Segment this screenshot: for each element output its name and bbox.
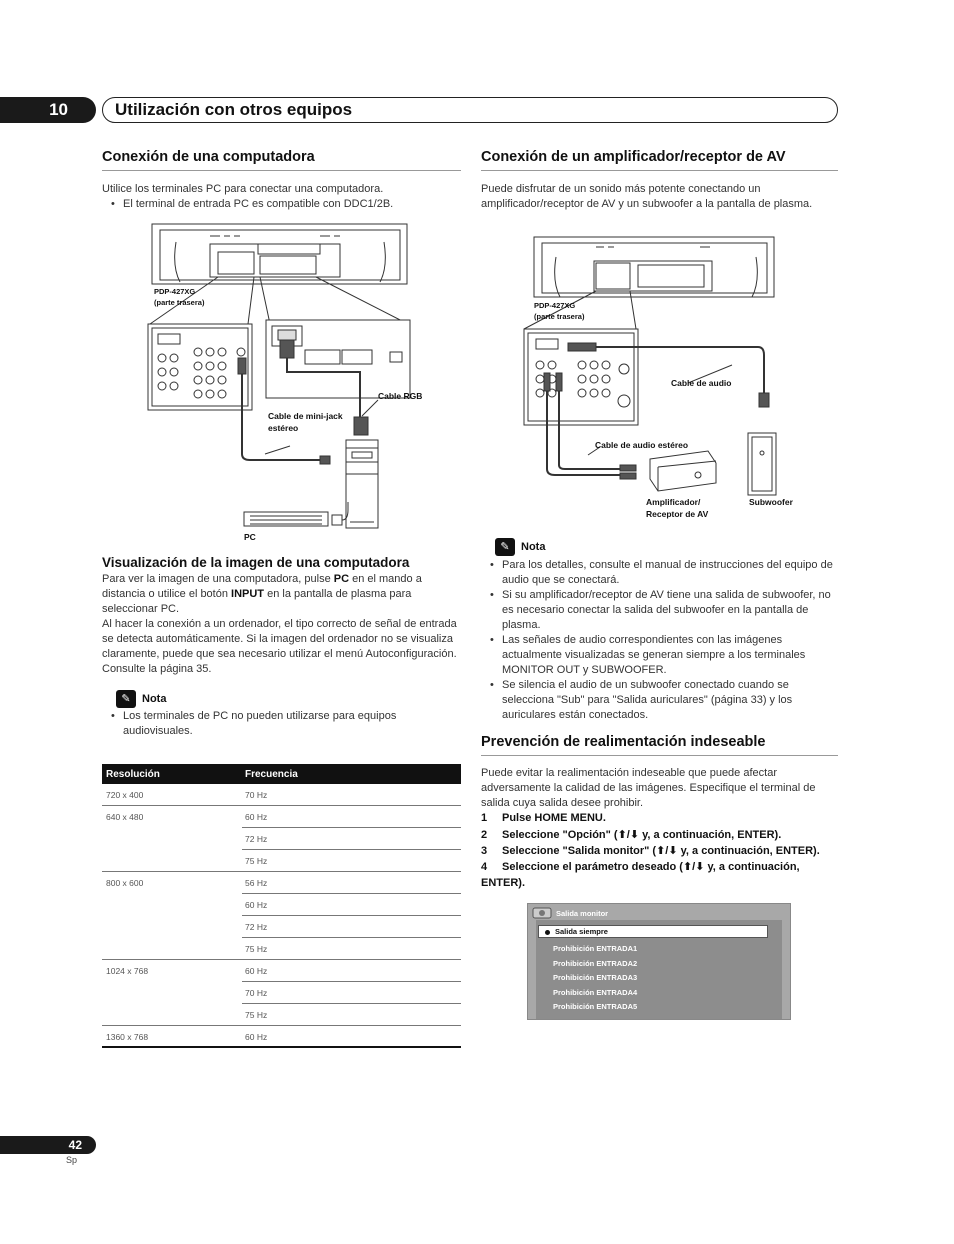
subheading-pc-image: Visualización de la imagen de una computadora xyxy=(102,555,410,570)
chapter-title: Utilización con otros equipos xyxy=(115,100,353,119)
intro-text: Utilice los terminales PC para conectar una computadora. xyxy=(102,183,384,195)
pc-connection-diagram xyxy=(140,222,423,534)
table-row: 1360 x 768 60 Hz xyxy=(102,1026,461,1048)
list-item: • Las señales de audio correspondientes con las imágenes actualmente visualizadas se generan siempre a los terminales MONITOR OUT y SUBWOOFER. xyxy=(481,633,838,678)
list-item: • El terminal de entrada PC es compatible con DDC1/2B. xyxy=(102,197,461,212)
table-row: 75 Hz xyxy=(102,1004,461,1026)
page-number: 42 xyxy=(0,1136,96,1154)
section-heading-feedback: Prevención de realimentación indeseable xyxy=(481,734,766,750)
table-row: 720 x 400 70 Hz xyxy=(102,784,461,806)
note-list xyxy=(102,709,442,739)
page-language: Sp xyxy=(66,1155,78,1165)
divider xyxy=(481,755,838,756)
list-item: • Si su amplificador/receptor de AV tiene una salida de subwoofer, no es necesario conectar la salida del subwoofer en la pantalla de plasma. xyxy=(481,588,838,633)
diagram-label-amp-2: Receptor de AV xyxy=(646,509,709,519)
table-row: 640 x 480 60 Hz xyxy=(102,806,461,828)
diagram-label-model-sub: (parte trasera) xyxy=(534,312,585,321)
table-row: 75 Hz xyxy=(102,938,461,960)
osd-selected-item[interactable]: Salida siempre xyxy=(538,925,768,938)
table-row: 72 Hz xyxy=(102,828,461,850)
paragraph-autoconfig: Al hacer la conexión a un ordenador, el tipo correcto de señal de entrada se detecta automáticamente. Si la imagen del ordenador no se visualiza claramente, puede que sea necesario utilizar el menú Autoconfiguración. Consulte la página 35. xyxy=(102,618,457,675)
osd-list xyxy=(536,920,782,1019)
diagram-label-rgb-cable: Cable RGB xyxy=(378,391,423,401)
note-header xyxy=(495,537,545,557)
pencil-icon: ✎ xyxy=(495,538,515,556)
diagram-label-model-sub: (parte trasera) xyxy=(154,298,205,307)
osd-item[interactable]: Prohibición ENTRADA1 xyxy=(553,944,638,953)
intro-text-amp: Puede disfrutar de un sonido más potente conectando un amplificador/receptor de AV y un subwoofer a la pantalla de plasma. xyxy=(481,183,813,210)
table-row: 1024 x 768 60 Hz xyxy=(102,960,461,982)
section-heading-amp: Conexión de un amplificador/receptor de AV xyxy=(481,149,786,165)
diagram-label-stereo-cable: Cable de audio estéreo xyxy=(595,440,689,450)
table-row: 75 Hz xyxy=(102,850,461,872)
note-header xyxy=(116,689,166,709)
note-label: Nota xyxy=(521,541,546,553)
osd-title: Salida monitor xyxy=(556,909,609,918)
diagram-label-model: PDP-427XG xyxy=(534,301,576,310)
table-header xyxy=(102,764,461,784)
list-item: • Los terminales de PC no pueden utilizarse para equipos audiovisuales. xyxy=(102,709,442,739)
column-header-resolution: Resolución xyxy=(106,768,160,780)
divider xyxy=(481,170,838,171)
osd-item[interactable]: Prohibición ENTRADA5 xyxy=(553,1002,638,1011)
chapter-title-bar xyxy=(102,97,838,123)
column-header-frequency: Frecuencia xyxy=(245,768,298,780)
step-4: 4 Seleccione el parámetro deseado (⬆/⬇ y, a continuación, xyxy=(481,861,800,873)
diagram-label-amp-1: Amplificador/ xyxy=(646,497,701,507)
diagram-label-audio-cable: Cable de audio xyxy=(671,378,732,388)
section-heading-pc: Conexión de una computadora xyxy=(102,149,315,165)
osd-item[interactable]: Prohibición ENTRADA2 xyxy=(553,959,638,968)
step-3: 3 Seleccione "Salida monitor" (⬆/⬇ y, a continuación, ENTER). xyxy=(481,845,820,857)
pencil-icon: ✎ xyxy=(116,690,136,708)
osd-menu-salida-monitor xyxy=(527,903,791,1020)
list-item: • Para los detalles, consulte el manual de instrucciones del equipo de audio que se conectará. xyxy=(481,558,838,588)
diagram-label-model: PDP-427XG xyxy=(154,287,196,296)
menu-tab-icon xyxy=(532,906,552,919)
step-4-continued: ENTER). xyxy=(481,877,525,889)
step-1: 1 Pulse HOME MENU. xyxy=(481,812,606,824)
diagram-label-minijack-2: estéreo xyxy=(268,423,299,433)
list-item: • Se silencia el audio de un subwoofer conectado cuando se selecciona "Sub" para "Salida auriculares" (página 33) y los auriculares están conectados. xyxy=(481,678,838,723)
resolution-table xyxy=(102,764,461,1048)
bullet-list xyxy=(102,197,461,212)
diagram-label-subwoofer: Subwoofer xyxy=(749,497,793,507)
av-amp-connection-diagram xyxy=(520,235,820,525)
divider xyxy=(102,170,461,171)
diagram-label-pc: PC xyxy=(244,532,256,542)
table-row: 70 Hz xyxy=(102,982,461,1004)
chapter-number: 10 xyxy=(0,97,96,123)
note-list xyxy=(481,558,838,723)
table-row: 800 x 600 56 Hz xyxy=(102,872,461,894)
intro-text-feedback: Puede evitar la realimentación indeseable que puede afectar adversamente la calidad de las imágenes. Especifique el terminal de salida cuya salida desee prohibir. xyxy=(481,767,816,809)
bullet-dot-icon xyxy=(545,930,550,935)
table-row: 60 Hz xyxy=(102,894,461,916)
diagram-label-minijack-1: Cable de mini-jack xyxy=(268,411,343,421)
step-2: 2 Seleccione "Opción" (⬆/⬇ y, a continuación, ENTER). xyxy=(481,829,782,841)
paragraph-pc-image: Para ver la imagen de una computadora, pulse PC en el mando a distancia o utilice el botón INPUT en la pantalla de plasma para seleccionar PC. xyxy=(102,573,422,615)
table-row: 72 Hz xyxy=(102,916,461,938)
osd-item[interactable]: Prohibición ENTRADA4 xyxy=(553,988,638,997)
note-label: Nota xyxy=(142,693,167,705)
osd-item[interactable]: Prohibición ENTRADA3 xyxy=(553,973,638,982)
